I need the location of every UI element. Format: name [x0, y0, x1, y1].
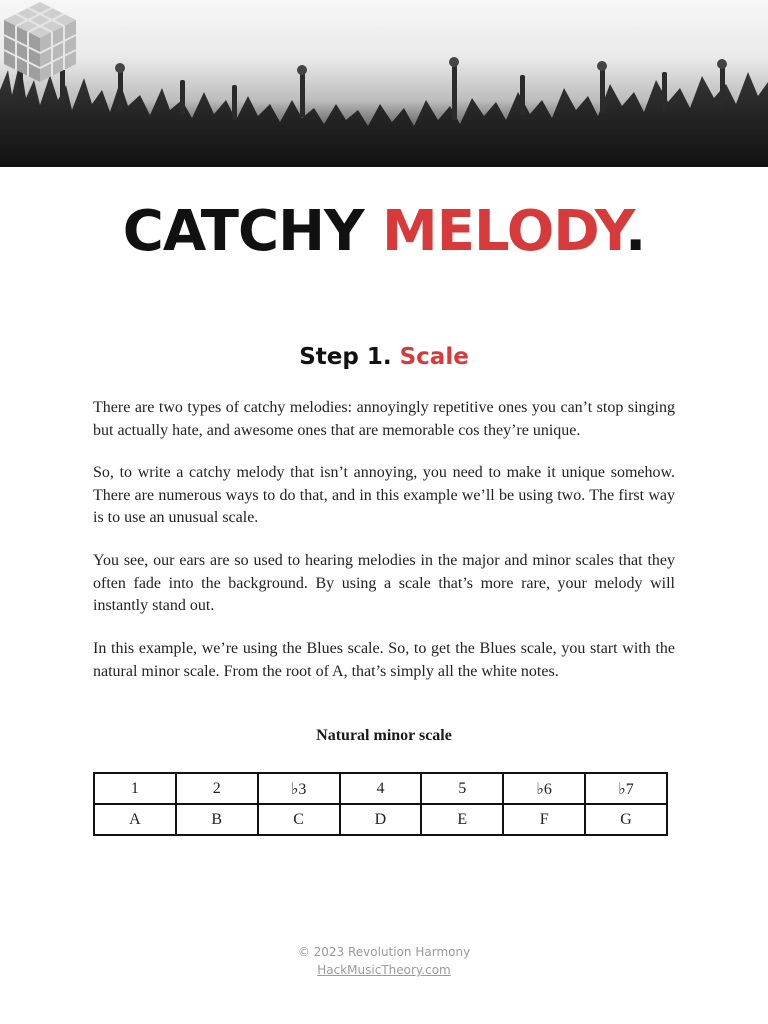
degree-cell: 2 — [176, 773, 258, 804]
title-word-catchy: CATCHY — [122, 199, 383, 264]
note-cell: D — [340, 804, 422, 835]
note-cell: G — [585, 804, 667, 835]
degree-cell: ♭7 — [585, 773, 667, 804]
page-title — [0, 198, 768, 266]
degree-cell: 5 — [421, 773, 503, 804]
note-cell: A — [94, 804, 176, 835]
step-name: Scale — [399, 344, 469, 370]
crowd-silhouette — [0, 0, 768, 167]
title-word-melody: MELODY — [382, 199, 625, 264]
header-banner — [0, 0, 768, 167]
table-row-degrees — [94, 773, 667, 804]
degree-cell: ♭6 — [503, 773, 585, 804]
paragraph-2: So, to write a catchy melody that isn’t annoying, you need to make it unique somehow. There are numerous ways to do that, and in this example we’ll be using two. The first way is to use an unusual scale. — [93, 464, 675, 526]
table-row-notes — [94, 804, 667, 835]
title-period: . — [625, 199, 646, 264]
note-cell: B — [176, 804, 258, 835]
natural-minor-scale-table — [93, 772, 668, 836]
note-cell: F — [503, 804, 585, 835]
step-heading — [0, 340, 768, 374]
degree-cell: 1 — [94, 773, 176, 804]
note-cell: C — [258, 804, 340, 835]
paragraph-4: In this example, we’re using the Blues scale. So, to get the Blues scale, you start with the natural minor scale. From the root of A, that’s simply all the white notes. — [93, 640, 675, 680]
paragraph-1: There are two types of catchy melodies: annoyingly repetitive ones you can’t stop singing but actually hate, and awesome ones that are memorable cos they’re unique. — [93, 399, 675, 439]
degree-cell: ♭3 — [258, 773, 340, 804]
step-prefix: Step 1. — [299, 344, 400, 370]
cube-logo-icon — [0, 0, 80, 84]
degree-cell: 4 — [340, 773, 422, 804]
footer-copyright: © 2023 Revolution Harmony — [297, 945, 471, 959]
note-cell: E — [421, 804, 503, 835]
paragraph-3: You see, our ears are so used to hearing melodies in the major and minor scales that they often fade into the background. By using a scale that’s more rare, your melody will instantly stand out. — [93, 552, 675, 614]
table-caption: Natural minor scale — [316, 727, 452, 744]
footer-website-link[interactable]: HackMusicTheory.com — [317, 963, 451, 977]
